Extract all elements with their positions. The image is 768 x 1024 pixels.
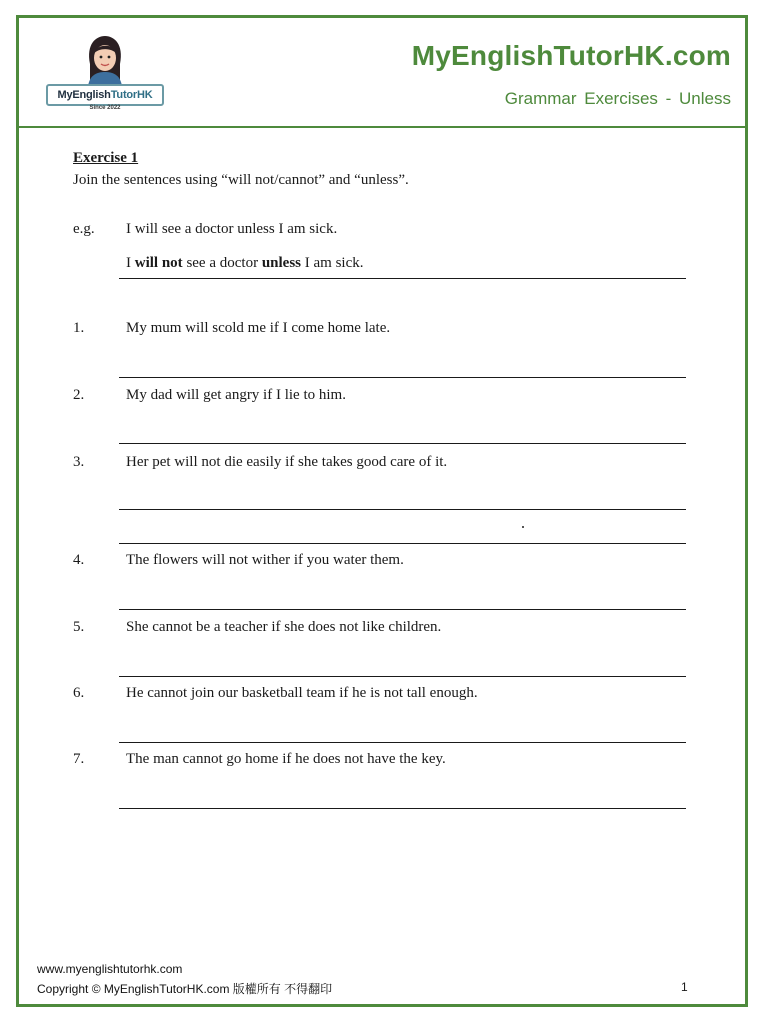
example-answer: I will not see a doctor unless I am sick.	[126, 255, 364, 271]
question-sentence: She cannot be a teacher if she does not like children.	[126, 619, 442, 635]
answer-line[interactable]	[119, 808, 686, 809]
logo-since: Since 2022	[89, 105, 121, 111]
site-title: MyEnglishTutorHK.com	[411, 40, 731, 71]
tutor-avatar-icon	[80, 34, 130, 86]
question-number: 5.	[73, 619, 85, 635]
answer-line[interactable]	[119, 676, 686, 677]
brand-logo	[46, 34, 164, 116]
exercise-instruction: Join the sentences using “will not/cannot” and “unless”.	[73, 172, 409, 188]
question-sentence: The man cannot go home if he does not have the key.	[126, 751, 446, 767]
page-number: 1	[681, 980, 688, 994]
worksheet-subtitle: Grammar Exercises - Unless	[504, 89, 731, 108]
answer-line[interactable]	[119, 742, 686, 743]
question-number: 7.	[73, 751, 85, 767]
question-sentence: The flowers will not wither if you water them.	[126, 552, 404, 568]
example-label: e.g.	[73, 221, 95, 237]
exercise-title: Exercise 1	[73, 150, 139, 166]
logo-wordmark: MyEnglish TutorHK	[46, 84, 164, 106]
question-sentence: My dad will get angry if I lie to him.	[126, 387, 346, 403]
answer-line[interactable]	[119, 509, 686, 510]
question-number: 6.	[73, 685, 85, 701]
question-sentence: He cannot join our basketball team if he is not tall enough.	[126, 685, 478, 701]
example-answer-line	[119, 278, 686, 279]
example-sentence: I will see a doctor unless I am sick.	[126, 221, 338, 237]
question-number: 2.	[73, 387, 85, 403]
question-sentence: My mum will scold me if I come home late.	[126, 320, 391, 336]
answer-line[interactable]	[119, 443, 686, 444]
footer-copyright: Copyright © MyEnglishTutorHK.com 版權所有 不得翻印	[37, 982, 333, 996]
question-sentence: Her pet will not die easily if she takes good care of it.	[126, 454, 448, 470]
footer-website: www.myenglishtutorhk.com	[37, 962, 183, 976]
question-number: 4.	[73, 552, 85, 568]
stray-mark	[522, 526, 524, 528]
answer-line[interactable]	[119, 543, 686, 544]
answer-line[interactable]	[119, 377, 686, 378]
question-number: 1.	[73, 320, 85, 336]
answer-line[interactable]	[119, 609, 686, 610]
question-number: 3.	[73, 454, 85, 470]
header-divider	[19, 126, 745, 128]
